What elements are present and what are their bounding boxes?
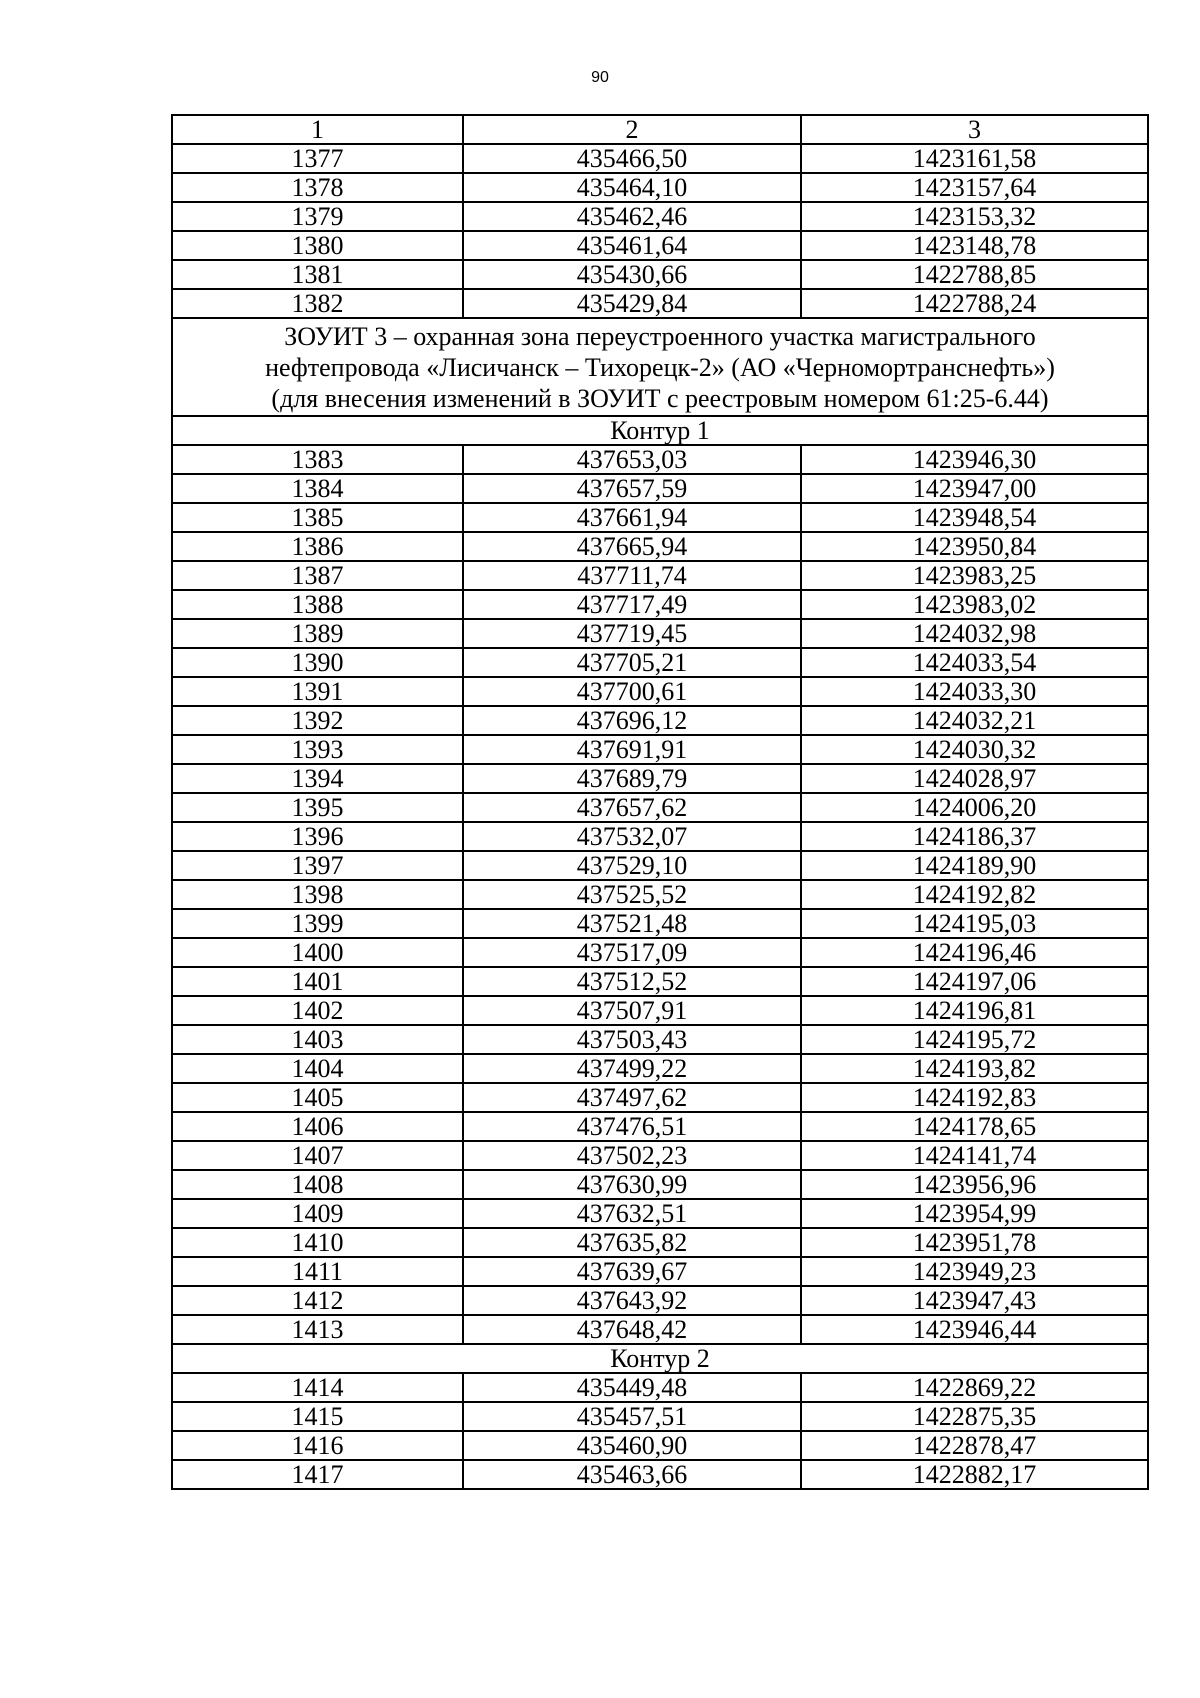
y-coordinate-cell: 1424195,72 <box>801 1025 1148 1054</box>
point-number-cell: 1390 <box>172 648 463 677</box>
point-number-cell: 1383 <box>172 445 463 474</box>
table-row <box>172 938 1148 967</box>
table-row <box>172 445 1148 474</box>
table-row <box>172 532 1148 561</box>
y-coordinate-cell: 1424032,21 <box>801 706 1148 735</box>
table-row <box>172 561 1148 590</box>
table-row <box>172 260 1148 289</box>
point-number-cell: 1387 <box>172 561 463 590</box>
table-row <box>172 619 1148 648</box>
x-coordinate-cell: 435464,10 <box>463 173 801 202</box>
y-coordinate-cell: 1424195,03 <box>801 909 1148 938</box>
x-coordinate-cell: 437717,49 <box>463 590 801 619</box>
point-number-cell: 1405 <box>172 1083 463 1112</box>
point-number-cell: 1395 <box>172 793 463 822</box>
y-coordinate-cell: 1424196,81 <box>801 996 1148 1025</box>
point-number-cell: 1417 <box>172 1460 463 1489</box>
x-coordinate-cell: 437630,99 <box>463 1170 801 1199</box>
zone-note-line: ЗОУИТ 3 – охранная зона переустроенного участка магистрального <box>284 322 1036 351</box>
table-row <box>172 1315 1148 1344</box>
point-number-cell: 1401 <box>172 967 463 996</box>
x-coordinate-cell: 435449,48 <box>463 1373 801 1402</box>
point-number-cell: 1393 <box>172 735 463 764</box>
y-coordinate-cell: 1423153,32 <box>801 202 1148 231</box>
table-row <box>172 231 1148 260</box>
y-coordinate-cell: 1424006,20 <box>801 793 1148 822</box>
x-coordinate-cell: 437719,45 <box>463 619 801 648</box>
y-coordinate-cell: 1422788,85 <box>801 260 1148 289</box>
zone-note <box>172 318 1148 416</box>
point-number-cell: 1380 <box>172 231 463 260</box>
table-row <box>172 822 1148 851</box>
table-row <box>172 1373 1148 1402</box>
y-coordinate-cell: 1423954,99 <box>801 1199 1148 1228</box>
x-coordinate-cell: 437503,43 <box>463 1025 801 1054</box>
x-coordinate-cell: 437711,74 <box>463 561 801 590</box>
y-coordinate-cell: 1424193,82 <box>801 1054 1148 1083</box>
point-number-cell: 1414 <box>172 1373 463 1402</box>
y-coordinate-cell: 1423948,54 <box>801 503 1148 532</box>
x-coordinate-cell: 435429,84 <box>463 289 801 318</box>
table-row <box>172 173 1148 202</box>
point-number-cell: 1403 <box>172 1025 463 1054</box>
contour-2-title-line: Контур 2 <box>610 1344 710 1373</box>
point-number-cell: 1394 <box>172 764 463 793</box>
table-row <box>172 1286 1148 1315</box>
point-number-cell: 1379 <box>172 202 463 231</box>
y-coordinate-cell: 1423157,64 <box>801 173 1148 202</box>
table-row <box>172 289 1148 318</box>
x-coordinate-cell: 437507,91 <box>463 996 801 1025</box>
x-coordinate-cell: 437512,52 <box>463 967 801 996</box>
y-coordinate-cell: 1424186,37 <box>801 822 1148 851</box>
x-coordinate-cell: 437657,59 <box>463 474 801 503</box>
y-coordinate-cell: 1422869,22 <box>801 1373 1148 1402</box>
table-row <box>172 202 1148 231</box>
y-coordinate-cell: 1424178,65 <box>801 1112 1148 1141</box>
y-coordinate-cell: 1424192,82 <box>801 880 1148 909</box>
table-row <box>172 590 1148 619</box>
y-coordinate-cell: 1424033,54 <box>801 648 1148 677</box>
y-coordinate-cell: 1423946,44 <box>801 1315 1148 1344</box>
y-coordinate-cell: 1424141,74 <box>801 1141 1148 1170</box>
y-coordinate-cell: 1422882,17 <box>801 1460 1148 1489</box>
table-row <box>172 793 1148 822</box>
table-row <box>172 1460 1148 1489</box>
y-coordinate-cell: 1424196,46 <box>801 938 1148 967</box>
table-row <box>172 1257 1148 1286</box>
point-number-cell: 1415 <box>172 1402 463 1431</box>
point-number-cell: 1396 <box>172 822 463 851</box>
column-header-3: 3 <box>801 115 1148 144</box>
point-number-cell: 1408 <box>172 1170 463 1199</box>
point-number-cell: 1400 <box>172 938 463 967</box>
x-coordinate-cell: 435466,50 <box>463 144 801 173</box>
point-number-cell: 1416 <box>172 1431 463 1460</box>
table-row <box>172 880 1148 909</box>
y-coordinate-cell: 1423947,00 <box>801 474 1148 503</box>
table-row <box>172 909 1148 938</box>
x-coordinate-cell: 435461,64 <box>463 231 801 260</box>
table-row <box>172 677 1148 706</box>
point-number-cell: 1384 <box>172 474 463 503</box>
point-number-cell: 1381 <box>172 260 463 289</box>
y-coordinate-cell: 1424192,83 <box>801 1083 1148 1112</box>
table-row <box>172 1025 1148 1054</box>
x-coordinate-cell: 437521,48 <box>463 909 801 938</box>
point-number-cell: 1398 <box>172 880 463 909</box>
point-number-cell: 1382 <box>172 289 463 318</box>
x-coordinate-cell: 437657,62 <box>463 793 801 822</box>
x-coordinate-cell: 435430,66 <box>463 260 801 289</box>
y-coordinate-cell: 1423161,58 <box>801 144 1148 173</box>
table-row <box>172 1083 1148 1112</box>
x-coordinate-cell: 437529,10 <box>463 851 801 880</box>
y-coordinate-cell: 1423983,02 <box>801 590 1148 619</box>
y-coordinate-cell: 1423951,78 <box>801 1228 1148 1257</box>
point-number-cell: 1391 <box>172 677 463 706</box>
table-row <box>172 1054 1148 1083</box>
point-number-cell: 1407 <box>172 1141 463 1170</box>
coordinates-table <box>171 114 1149 1490</box>
x-coordinate-cell: 437499,22 <box>463 1054 801 1083</box>
table-row <box>172 1199 1148 1228</box>
page-number: 90 <box>591 69 609 86</box>
y-coordinate-cell: 1424189,90 <box>801 851 1148 880</box>
point-number-cell: 1386 <box>172 532 463 561</box>
y-coordinate-cell: 1424030,32 <box>801 735 1148 764</box>
point-number-cell: 1385 <box>172 503 463 532</box>
x-coordinate-cell: 437525,52 <box>463 880 801 909</box>
y-coordinate-cell: 1424032,98 <box>801 619 1148 648</box>
point-number-cell: 1397 <box>172 851 463 880</box>
table-row <box>172 706 1148 735</box>
contour-1-title <box>172 416 1148 445</box>
x-coordinate-cell: 437643,92 <box>463 1286 801 1315</box>
table-row <box>172 1402 1148 1431</box>
point-number-cell: 1410 <box>172 1228 463 1257</box>
x-coordinate-cell: 435462,46 <box>463 202 801 231</box>
table-row <box>172 1228 1148 1257</box>
table-row <box>172 996 1148 1025</box>
x-coordinate-cell: 437635,82 <box>463 1228 801 1257</box>
y-coordinate-cell: 1424033,30 <box>801 677 1148 706</box>
table-row <box>172 1141 1148 1170</box>
table-row <box>172 648 1148 677</box>
zone-note-line: нефтепровода «Лисичанск – Тихорецк-2» (АО «Черномортранснефть») <box>265 353 1055 382</box>
contour-1-title-line: Контур 1 <box>610 416 710 445</box>
table-row <box>172 1431 1148 1460</box>
coordinates-table-body <box>172 115 1148 1489</box>
contour-2-title-row <box>172 1344 1148 1373</box>
point-number-cell: 1413 <box>172 1315 463 1344</box>
table-row <box>172 851 1148 880</box>
x-coordinate-cell: 437661,94 <box>463 503 801 532</box>
y-coordinate-cell: 1423947,43 <box>801 1286 1148 1315</box>
x-coordinate-cell: 435460,90 <box>463 1431 801 1460</box>
point-number-cell: 1402 <box>172 996 463 1025</box>
x-coordinate-cell: 435463,66 <box>463 1460 801 1489</box>
table-row <box>172 144 1148 173</box>
y-coordinate-cell: 1423946,30 <box>801 445 1148 474</box>
point-number-cell: 1392 <box>172 706 463 735</box>
y-coordinate-cell: 1423148,78 <box>801 231 1148 260</box>
table-row <box>172 735 1148 764</box>
zone-note-line: (для внесения изменений в ЗОУИТ с реестровым номером 61:25-6.44) <box>271 384 1049 413</box>
column-header-2: 2 <box>463 115 801 144</box>
x-coordinate-cell: 437497,62 <box>463 1083 801 1112</box>
y-coordinate-cell: 1424197,06 <box>801 967 1148 996</box>
point-number-cell: 1411 <box>172 1257 463 1286</box>
y-coordinate-cell: 1422875,35 <box>801 1402 1148 1431</box>
point-number-cell: 1404 <box>172 1054 463 1083</box>
x-coordinate-cell: 437639,67 <box>463 1257 801 1286</box>
point-number-cell: 1378 <box>172 173 463 202</box>
y-coordinate-cell: 1423956,96 <box>801 1170 1148 1199</box>
contour-2-title <box>172 1344 1148 1373</box>
y-coordinate-cell: 1423949,23 <box>801 1257 1148 1286</box>
point-number-cell: 1389 <box>172 619 463 648</box>
y-coordinate-cell: 1423950,84 <box>801 532 1148 561</box>
table-row <box>172 764 1148 793</box>
x-coordinate-cell: 437502,23 <box>463 1141 801 1170</box>
point-number-cell: 1399 <box>172 909 463 938</box>
point-number-cell: 1406 <box>172 1112 463 1141</box>
table-row <box>172 1112 1148 1141</box>
x-coordinate-cell: 437517,09 <box>463 938 801 967</box>
zone-note-row <box>172 318 1148 416</box>
x-coordinate-cell: 437705,21 <box>463 648 801 677</box>
point-number-cell: 1409 <box>172 1199 463 1228</box>
x-coordinate-cell: 437700,61 <box>463 677 801 706</box>
x-coordinate-cell: 437653,03 <box>463 445 801 474</box>
x-coordinate-cell: 437691,91 <box>463 735 801 764</box>
column-header-1: 1 <box>172 115 463 144</box>
point-number-cell: 1412 <box>172 1286 463 1315</box>
x-coordinate-cell: 437689,79 <box>463 764 801 793</box>
contour-1-title-row <box>172 416 1148 445</box>
header-row <box>172 115 1148 144</box>
point-number-cell: 1388 <box>172 590 463 619</box>
x-coordinate-cell: 437476,51 <box>463 1112 801 1141</box>
y-coordinate-cell: 1424028,97 <box>801 764 1148 793</box>
x-coordinate-cell: 437696,12 <box>463 706 801 735</box>
point-number-cell: 1377 <box>172 144 463 173</box>
x-coordinate-cell: 437532,07 <box>463 822 801 851</box>
y-coordinate-cell: 1422878,47 <box>801 1431 1148 1460</box>
table-row <box>172 1170 1148 1199</box>
x-coordinate-cell: 435457,51 <box>463 1402 801 1431</box>
y-coordinate-cell: 1422788,24 <box>801 289 1148 318</box>
x-coordinate-cell: 437665,94 <box>463 532 801 561</box>
x-coordinate-cell: 437632,51 <box>463 1199 801 1228</box>
table-row <box>172 967 1148 996</box>
table-row <box>172 474 1148 503</box>
y-coordinate-cell: 1423983,25 <box>801 561 1148 590</box>
table-row <box>172 503 1148 532</box>
x-coordinate-cell: 437648,42 <box>463 1315 801 1344</box>
